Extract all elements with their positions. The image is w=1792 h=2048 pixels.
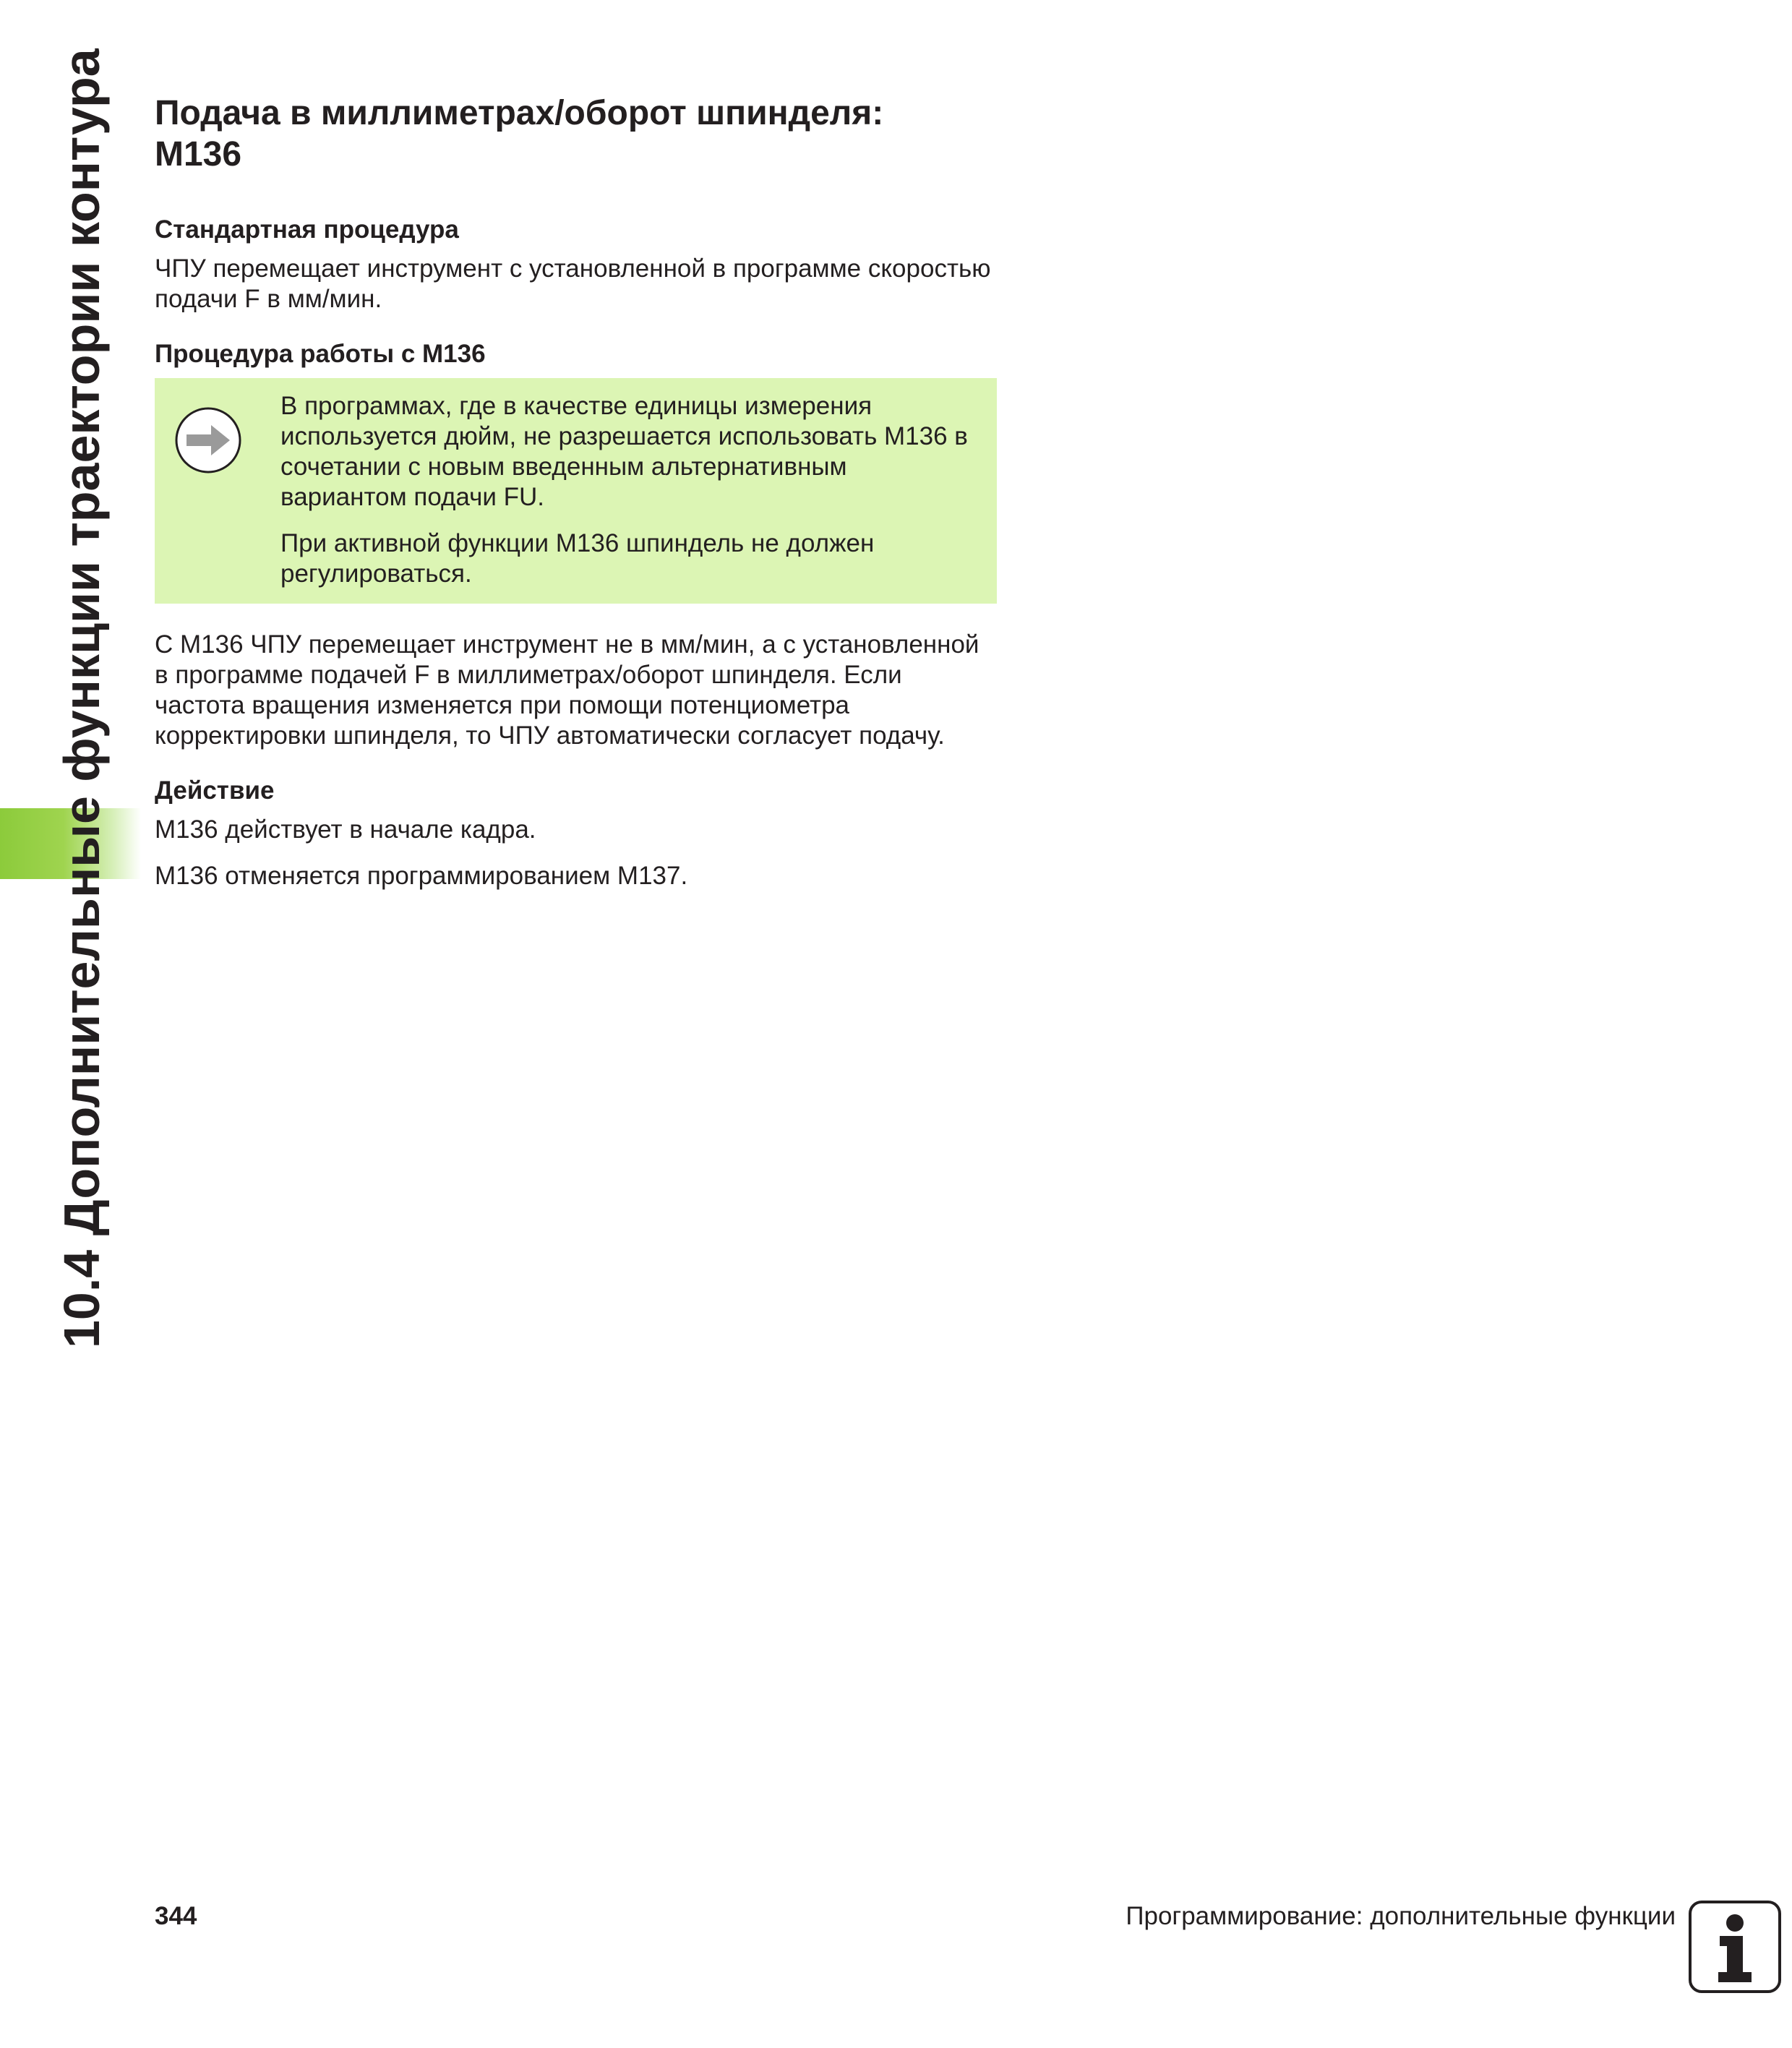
note-paragraph-inch: В программах, где в качестве единицы измерения используется дюйм, не разрешается использовать M136 в сочетании с новым введенным альтернативным вариантом подачи FU. xyxy=(280,392,968,511)
page-title-line2: M136 xyxy=(155,135,242,173)
chapter-side-title: 10.4 Дополнительные функции траектории контура xyxy=(53,48,110,1348)
action-text-start: M136 действует в начале кадра. xyxy=(155,815,536,844)
standard-procedure-text: ЧПУ перемещает инструмент с установленной в программе скоростью подачи F в мм/мин. xyxy=(155,254,991,313)
info-icon xyxy=(1688,1900,1782,1994)
m136-description-text: С M136 ЧПУ перемещает инструмент не в мм/мин, а с установленной в программе подачей F в миллиметрах/оборот шпинделя. Если частота вращения изменяется при помощи потенциометра корректировки шпинделя, то ЧПУ автоматически согласует подачу. xyxy=(155,630,979,750)
note-paragraph-spindle: При активной функции M136 шпиндель не должен регулироваться. xyxy=(280,529,875,588)
section-heading-action: Действие xyxy=(155,776,275,805)
page-number: 344 xyxy=(155,1902,197,1930)
footer-chapter-name: Программирование: дополнительные функции xyxy=(1126,1902,1676,1930)
section-heading-standard: Стандартная процедура xyxy=(155,215,459,244)
section-heading-m136: Процедура работы с M136 xyxy=(155,340,486,368)
arrow-right-icon xyxy=(173,406,243,475)
page-title xyxy=(155,93,997,175)
action-text-cancel: M136 отменяется программированием M137. xyxy=(155,862,688,890)
page-title-line1: Подача в миллиметрах/оборот шпинделя: xyxy=(155,94,884,132)
note-box xyxy=(155,378,997,604)
main-content xyxy=(155,93,997,916)
